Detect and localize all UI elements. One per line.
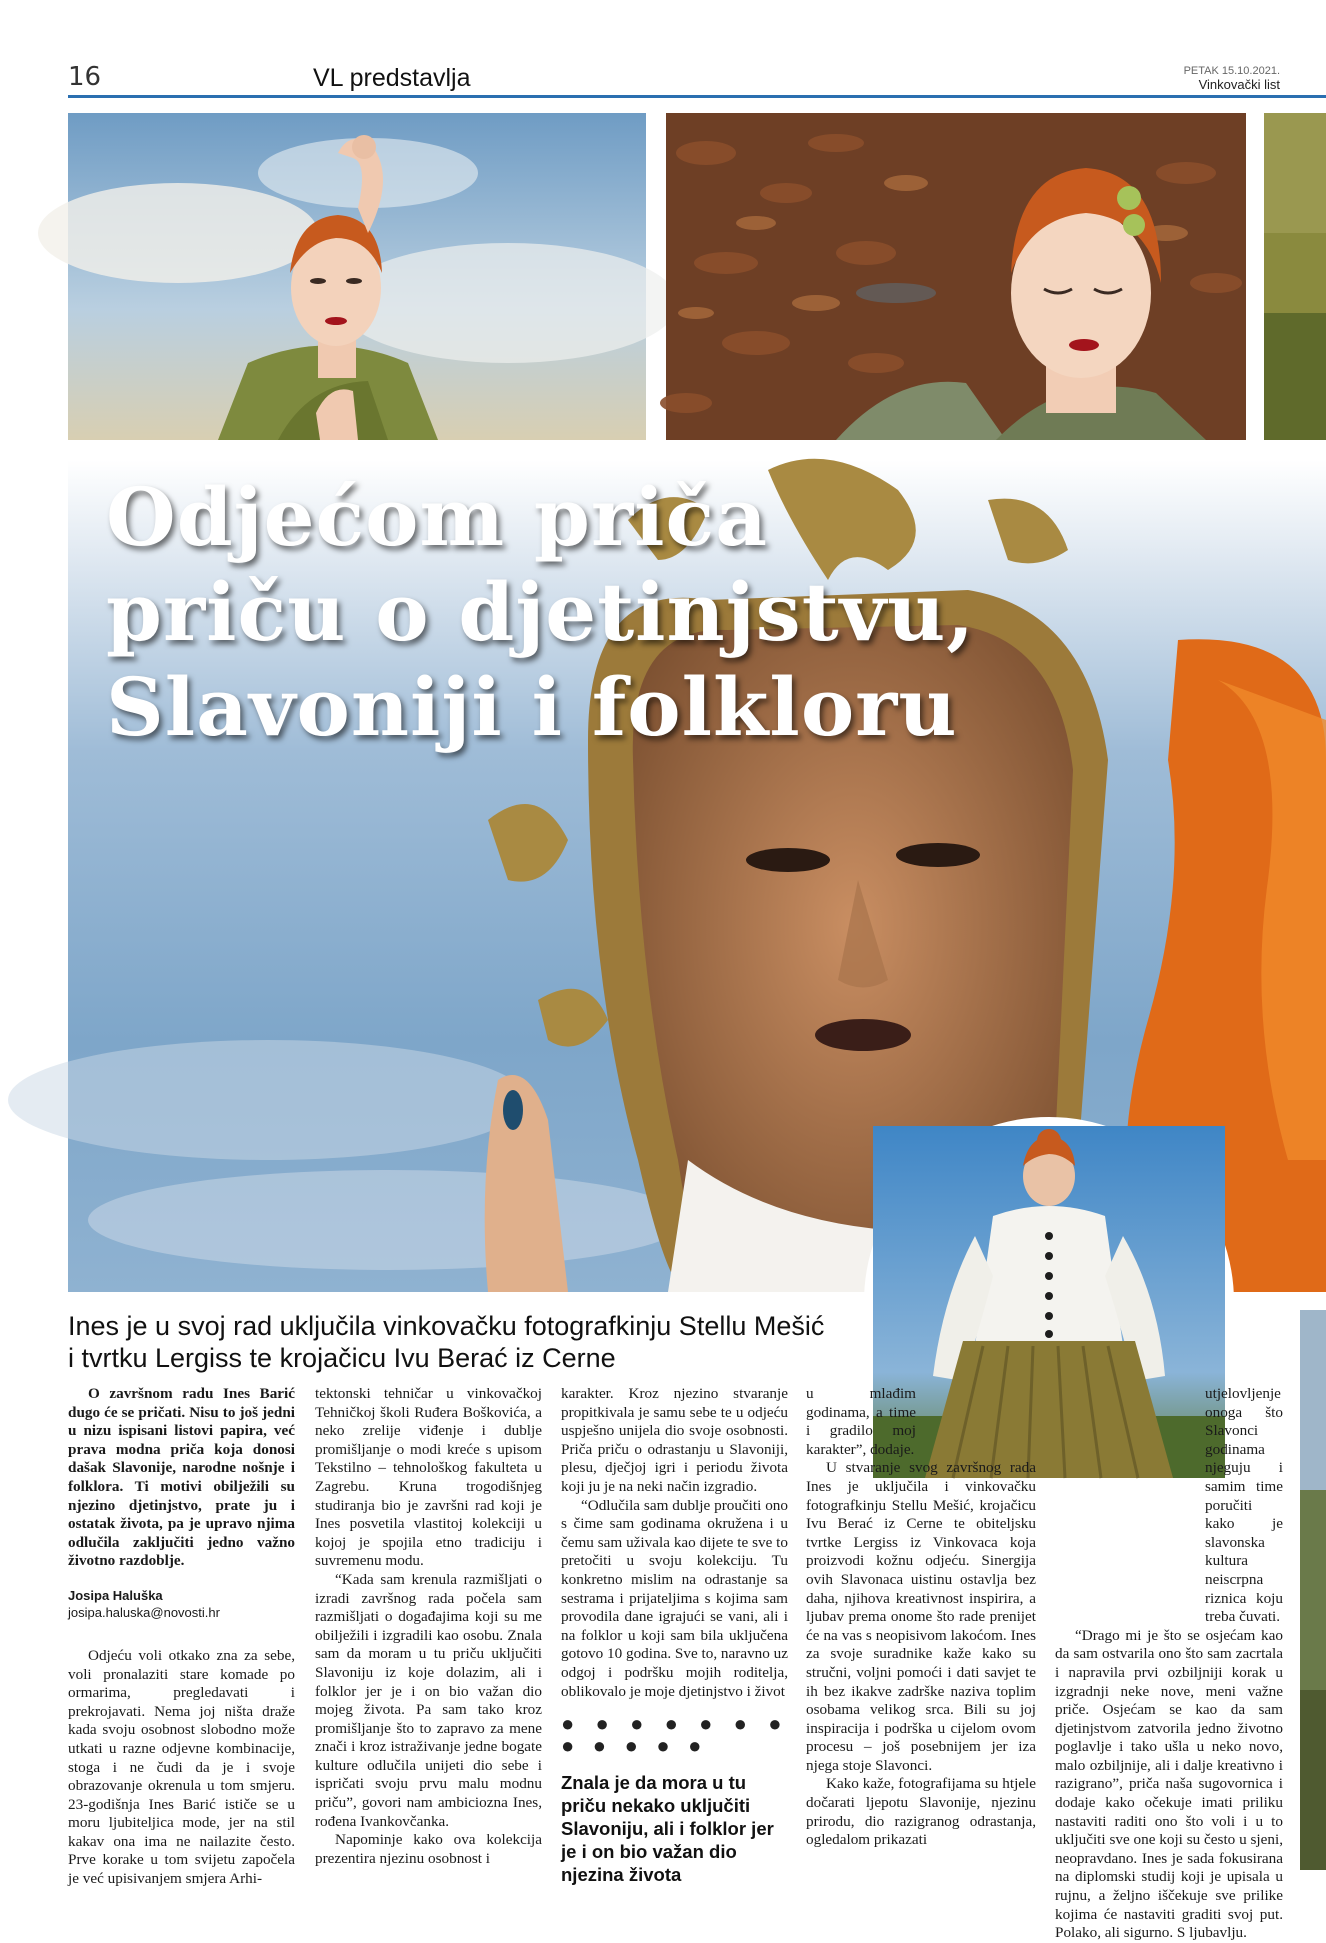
header-rule xyxy=(68,95,1326,98)
subtitle xyxy=(68,1310,888,1374)
article-paragraph: karakter. Kroz njezino stvaranje propitkivala je samu sebe te u odjeću uspješno unijela dio svoje osobnosti. Priča priču o odrastanju u Slavoniji, plesu, dječjoj igri i periodu života koji ju je na neki način izgradio. xyxy=(561,1385,788,1495)
article-paragraph: “Odlučila sam dublje proučiti ono s čime sam godinama okružena i u čemu sam uživala kao dijete te sve to pretočiti u svoju kolekciju. Tu konkretno mislim na odrastanje sa sestrama i prijateljima s kojima sam provodila dane igrajući se vani, ali i na folklor u koji sam bila uključena gotovo 10 godina. Sve to, naravno uz odgoj i podršku mojih roditelja, oblikovalo je moje djetinjstvo i život xyxy=(561,1496,788,1700)
author-email[interactable]: josipa.haluska@novosti.hr xyxy=(68,1604,220,1620)
article-column-5 xyxy=(1055,1385,1283,1943)
article-paragraph: “Kada sam krenula razmišljati o izradi završnog rada počela sam razmišljati o događajima koji su me obilježili i izgradili kao osobu. Znala sam da moram u tu priču uključiti Slavoniju iz koje dolazim, ali i folklor jer je i on bio važan dio mojeg života. Pa sam tako kroz promišljanje što to zapravo za mene znači i kroz istraživanje jedne bogate kulture odlučila unijeti dio sebe i ispričati svoju prvu malu modnu priču”, govori nam ambiciozna Ines, rođena Ivankovčanka. xyxy=(315,1570,542,1830)
article-paragraph: Odjeću voli otkako zna za sebe, voli pronalaziti stare komade po ormarima, pregledavati i prekrojavati. Nema joj ništa draže kada svoju osobnost slobodno može utkati u razne odjevne kombinacije, stoga i ne čudi da je i svoje obrazovanje okrenula u tom smjeru. 23-godišnja Ines Barić ističe se u moru ljubiteljica mode, jer na stil kakav ona ima ne nailazite često. Prve korake u tom svijetu započela je već upisivanjem smjera Arhi- xyxy=(68,1646,295,1888)
page-number: 16 xyxy=(68,62,102,92)
article-lead: O završnom radu Ines Barić dugo će se pričati. Nisu to još jedni u nizu ispisani listovi papira, već prava modna priča koja donosi dašak Slavonije, narodne nošnje i folklora. Ti motivi obilježili su njezino djetinjstvo, prate ju i ostatak života, pa je upravo njima odlučila zaključiti jedno važno životno razdoblje. xyxy=(68,1385,295,1570)
headline-line: priču o djetinjstvu, xyxy=(106,565,976,659)
article-column-3 xyxy=(561,1385,788,1886)
author-name: Josipa Haluška xyxy=(68,1587,163,1603)
headline-line: Slavoniji i folkloru xyxy=(106,660,958,754)
photo-sliver-right xyxy=(1300,1310,1326,1870)
section-title: VL predstavlja xyxy=(313,64,471,92)
article-column-2 xyxy=(315,1385,542,1868)
article-paragraph: Kako kaže, fotografijama su htjele dočarati ljepotu Slavonije, njezinu prirodu, dio razigranog odrastanja, ogledalom prikazati xyxy=(806,1775,1036,1849)
masthead-info xyxy=(1184,64,1280,92)
article-paragraph: u mlađim godinama, a time i gradilo moj karakter”, dodaje. xyxy=(806,1385,916,1458)
subtitle-line: Ines je u svoj rad uključila vinkovačku fotografkinju Stellu Mešić xyxy=(68,1311,825,1341)
dot-separator: ● ● ● ● ● ● ● ● ● ● ● ● xyxy=(561,1711,788,1759)
issue-date: PETAK 15.10.2021. xyxy=(1183,65,1280,77)
article-column-4 xyxy=(806,1385,1036,1850)
photo-model-leaves xyxy=(666,113,1246,440)
article-column-1 xyxy=(68,1385,295,1889)
photo-model-sky xyxy=(68,113,646,440)
paper-name: Vinkovački list xyxy=(1198,77,1280,92)
article-paragraph: tektonski tehničar u vinkovačkoj Tehničkoj školi Ruđera Boškovića, a nekо zrelije viđenje i dublje promišljanje o modi kreće s upisom Tekstilno – tehnološkog fakulteta u Zagrebu. Kruna trogodišnjeg studiranja bio je završni rad koji je Ines posvetila vlastitoj kolekciji u kojoj je spojila etno tradiciju i suvremenu modu. xyxy=(315,1385,542,1570)
headline xyxy=(106,470,1106,755)
pull-quote: Znala je da mora u tu priču nekako uključiti Slavoniju, ali i folklor jer je i on bio važan dio njezina života xyxy=(561,1772,774,1886)
headline-line: Odjećom priča xyxy=(106,470,769,564)
photo-sliver xyxy=(1264,113,1326,440)
subtitle-line: i tvrtku Lergiss te krojačicu Ivu Berać iz Cerne xyxy=(68,1343,616,1373)
article-paragraph: utjelovljenje onoga što Slavonci godinama njeguju i samim time poručiti kako je slavonska kultura neiscrpna riznica koju treba čuvati. xyxy=(1205,1385,1283,1626)
article-paragraph: “Drago mi je što se osjećam kao da sam ostvarila ono što sam zacrtala i napravila prvi ozbiljniji korak u izgradnji neke nove, meni važne priče. Osjećam se kao da sam djetinjstvom zatvorila jedno životno poglavlje i tako ušla u neko novo, malo ozbiljnije, ali i dalje kreativno i razigrano”, priča naša sugovornica i dodaje kako očekuje imati priliku nastaviti raditi ono što voli i u to uključiti sve one koji su često u sjeni, neopravdano. Ines je sada fokusirana na diplomski studij koji je upisala u rujnu, a željno iščekuje sve prilike kojima će nastaviti graditi svoj put. Polako, ali sigurno. S ljubavlju. xyxy=(1055,1626,1283,1942)
article-paragraph: U stvaranje svog završnog rada Ines je uključila i vinkovačku fotografkinju Stellu Mešić, krojačicu Ivu Berać iz Cerne te obiteljsku tvrtke Lergiss iz Vinkovaca koja proizvodi kožnu odjeću. Sinergija ovih Slavonaca uistinu ostavlja bez daha, njihova kreativnost inspirira, a ljubav prema onome što rade prenijet će na vas s neopisivom lakoćom. Ines za svoje suradnike kaže kako su stručni, voljni pomoći i dati savjet te ih bez ikakve zadrške naziva toplim osobama velikog srca. Bili su joj inspiracija i podrška u cijelom ovom procesu – još posebnijem jer iza njega stoje Slavonci. xyxy=(806,1459,1036,1774)
article-paragraph: Napominje kako ova kolekcija prezentira njezinu osobnost i xyxy=(315,1831,542,1867)
